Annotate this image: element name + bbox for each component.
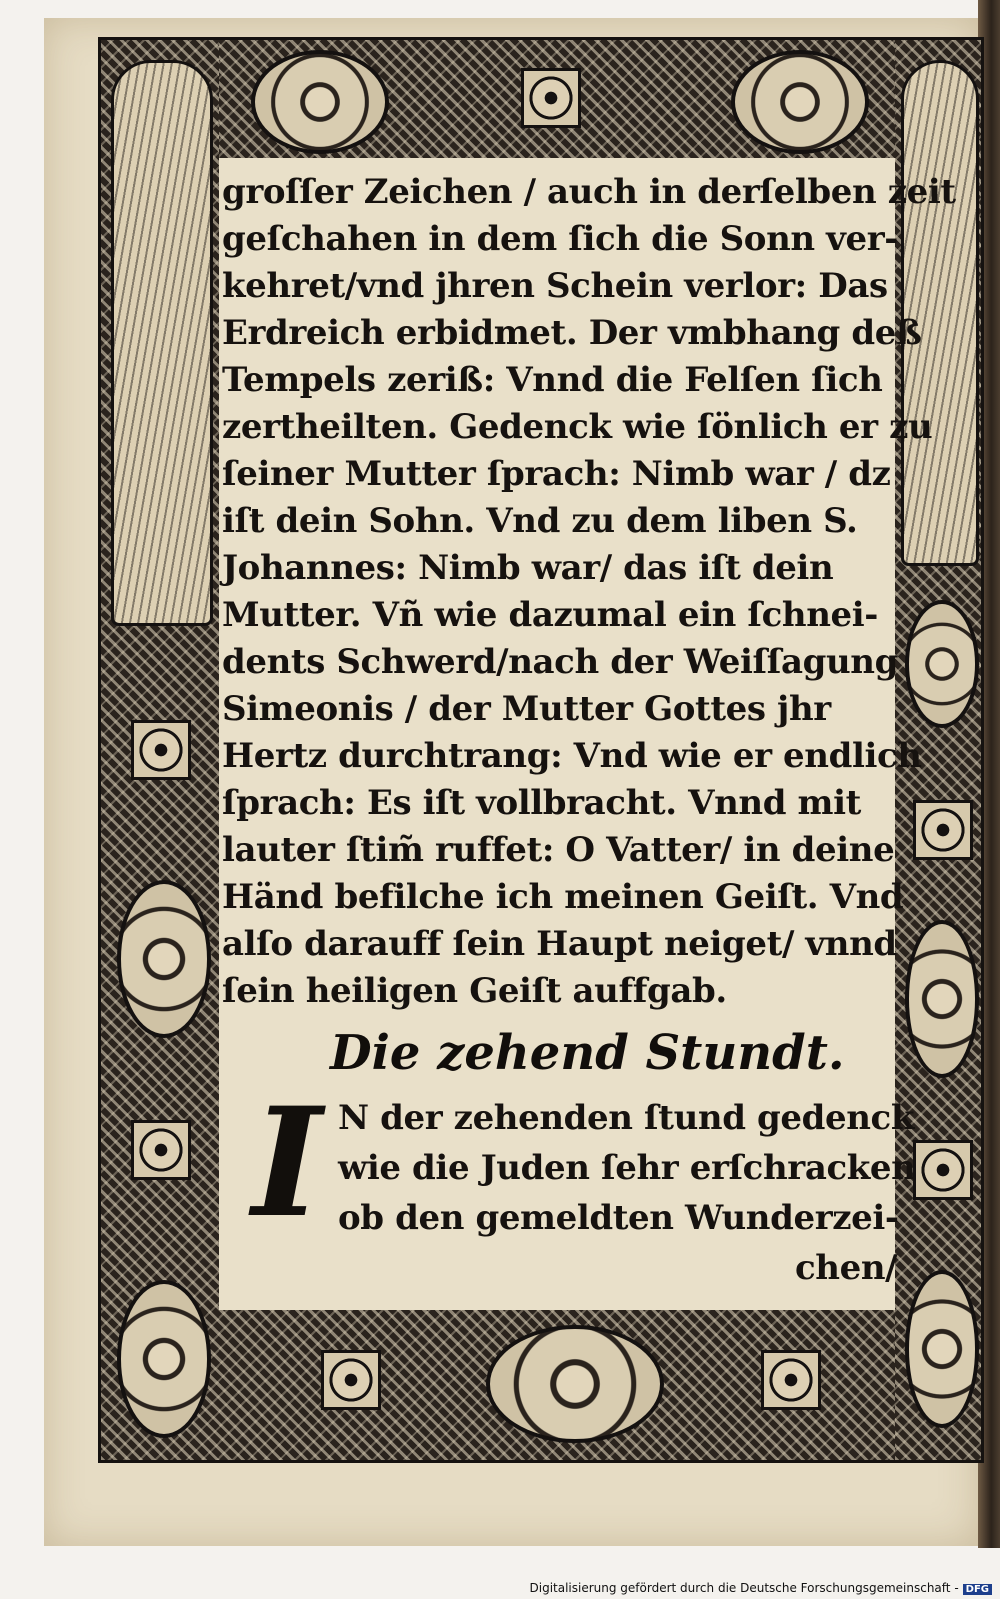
ornament-medallion (251, 50, 389, 154)
section-heading: Die zehend Stundt. (330, 1025, 845, 1081)
text-line: Hertz durchtrang: Vnd wie er endlich (222, 736, 922, 776)
text-line: N der zehenden ſtund gedenck (338, 1098, 915, 1138)
text-line: ſein heiligen Geiſt auffgab. (222, 971, 727, 1011)
text-line: Tempels zeriß: Vnnd die Felſen ſich (222, 360, 883, 400)
text-line: wie die Juden ſehr erſchracken (338, 1148, 916, 1188)
ornament-medallion (117, 880, 211, 1038)
text-line: geſchahen in dem ſich die Sonn ver- (222, 219, 898, 259)
saint-figure (111, 60, 213, 626)
dfg-logo: DFG (963, 1584, 992, 1595)
ornament-medallion (486, 1325, 664, 1443)
text-line: lauter ſtim̃ ruffet: O Vatter/ in deine (222, 830, 895, 870)
ornament-rosette (913, 800, 973, 860)
text-line: ſeiner Mutter ſprach: Nimb war / dz (222, 454, 891, 494)
ornament-medallion (905, 600, 979, 728)
drop-cap-initial: I (251, 1075, 323, 1251)
text-line: Simeonis / der Mutter Gottes jhr (222, 689, 831, 729)
text-line: alſo darauff ſein Haupt neiget/ vnnd (222, 924, 897, 964)
text-line: ſprach: Es iſt vollbracht. Vnnd mit (222, 783, 861, 823)
ornament-rosette (913, 1140, 973, 1200)
text-line: iſt dein Sohn. Vnd zu dem liben S. (222, 501, 858, 541)
ornament-medallion (117, 1280, 211, 1438)
ornament-rosette (761, 1350, 821, 1410)
text-line: kehret/vnd jhren Schein verlor: Das (222, 266, 888, 306)
text-line: Erdreich erbidmet. Der vmbhang deß (222, 313, 922, 353)
ornament-medallion (905, 1270, 979, 1428)
text-line: Mutter. Vñ wie dazumal ein ſchnei- (222, 595, 878, 635)
ornament-medallion (731, 50, 869, 154)
text-line: groſſer Zeichen / auch in derſelben zeit (222, 172, 956, 212)
ornament-rosette (131, 1120, 191, 1180)
text-line: Händ befilche ich meinen Geiſt. Vnd (222, 877, 904, 917)
ornament-rosette (131, 720, 191, 780)
digitization-credit (530, 1581, 993, 1595)
text-line: dents Schwerd/nach der Weiſſagung (222, 642, 898, 682)
text-line: chen/ (795, 1248, 898, 1288)
ornament-rosette (521, 68, 581, 128)
text-line: Johannes: Nimb war/ das iſt dein (222, 548, 834, 588)
text-line: zertheilten. Gedenck wie ſönlich er zu (222, 407, 933, 447)
credit-text: Digitalisierung gefördert durch die Deutsche Forschungsgemeinschaft - (529, 1581, 959, 1595)
text-line: ob den gemeldten Wunderzei- (338, 1198, 899, 1238)
ornament-medallion (905, 920, 979, 1078)
ornament-rosette (321, 1350, 381, 1410)
